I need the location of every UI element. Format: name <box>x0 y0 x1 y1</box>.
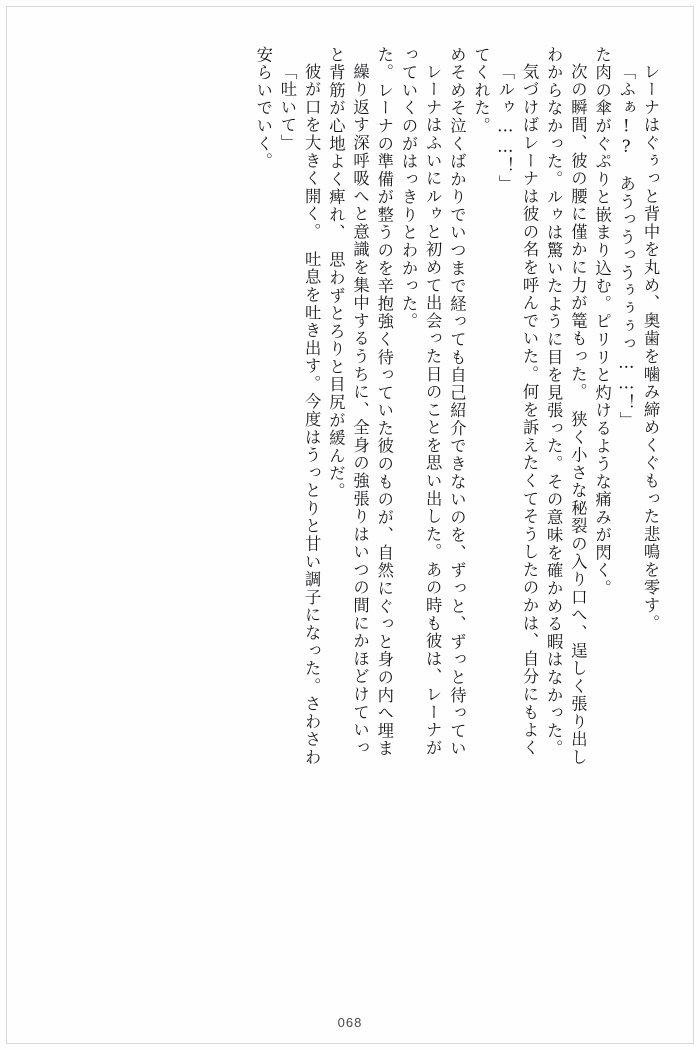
text-column: レーナはぐぅっと背中を丸め、奥歯を噛み締めくぐもった悲鳴を零す。 <box>641 63 660 633</box>
text-column: 彼が口を大きく開く。 吐息を吐き出す。今度はうっとりと甘い調子になった。さわさわ <box>302 63 322 767</box>
text-column: と背筋が心地よく痺れ、 思わずとろりと目尻が緩んだ。 <box>326 46 346 501</box>
text-column: レーナはふいにルゥと初めて出会った日のことを思い出した。あの時も彼は、レーナが <box>423 63 443 757</box>
text-column: 次の瞬間、彼の腰に僅かに力が篭もった。 狭く小さな秘裂の入り口へ、逞しく張り出し <box>568 63 588 767</box>
text-column: 「ルゥ……！」 <box>495 63 515 193</box>
text-column: た。レーナの準備が整うのを辛抱強く待っていた彼のものが、自然にぐっと身の内へ埋ま <box>374 46 394 758</box>
text-column: 気づけばレーナは彼の名を呼んでいた。何を訴えたくてそうしたのかは、自分にもよく <box>519 63 539 757</box>
vertical-text-block <box>254 46 658 976</box>
text-column: 「ふぁ!? あうっうっうぅぅぅっ……！」 <box>616 63 636 430</box>
text-column: っていくのがはっきりとわかった。 <box>398 46 418 331</box>
text-column: 安らいでいく。 <box>253 46 273 171</box>
page-number: 068 <box>337 1015 363 1030</box>
text-column: 繰り返す深呼吸へと意識を集中するうちに、全身の強張りはいつの間にかほどけていっ <box>350 63 370 757</box>
text-column: 「吐いて」 <box>277 63 297 152</box>
text-column: た肉の傘がぐぷりと嵌まり込む。ピリリと灼けるような痛みが閃く。 <box>592 46 612 598</box>
text-column: めそめそ泣くばかりでいつまで経っても自己紹介できないのを、ずっと、ずっと待ってい <box>447 46 467 758</box>
text-column: わからなかった。ルゥは驚いたように目を見張った。その意味を確かめる暇はなかった。 <box>544 46 564 758</box>
text-column: てくれた。 <box>471 46 491 135</box>
